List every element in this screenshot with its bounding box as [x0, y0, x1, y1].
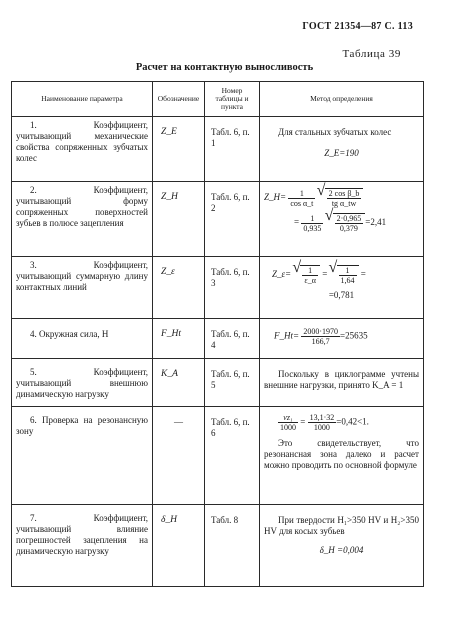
formula-eq: = — [300, 416, 306, 427]
table-reference: Табл. 6, п. 5 — [205, 359, 260, 407]
table-row — [12, 407, 424, 505]
calculation-table — [11, 81, 424, 587]
formula-result: =0,42<1. — [336, 416, 369, 427]
table-reference: Табл. 6, п. 3 — [205, 257, 260, 319]
sqrt-icon: √ $\frac{1}{1,64}$ — [337, 265, 359, 285]
formula-lhs: Z_H= — [264, 192, 287, 203]
formula-fraction: $\frac{13,1\cdot 32}{1000}$ — [309, 413, 335, 432]
formula-lhs: Z_ε= — [272, 269, 292, 280]
table-row — [12, 182, 424, 257]
table-row — [12, 117, 424, 182]
sqrt-icon: √ $\frac{1}{\varepsilon\_\alpha}$ — [300, 265, 320, 285]
table-reference: Табл. 6, п. 6 — [205, 407, 260, 505]
method-cell — [260, 117, 424, 182]
parameter-name: 4. Окружная сила, Н — [12, 319, 153, 359]
column-header-parameter: Наименование параметра — [12, 82, 153, 117]
table-reference: Табл. 6, п. 2 — [205, 182, 260, 257]
formula-result: =25635 — [340, 330, 368, 341]
parameter-name: 3. Коэффициент, учитывающий суммарную длину контактных линий — [12, 257, 153, 319]
method-formula: δ_H =0,004 — [319, 545, 364, 555]
method-text: Для стальных зубчатых колес — [278, 127, 392, 137]
parameter-symbol: K_A — [153, 359, 205, 407]
formula-result: =2,41 — [365, 217, 387, 228]
method-text: При твердости H₁>350 HV и H₂>350 HV для косых зубьев — [264, 515, 419, 536]
formula-fraction: $\frac{1}{\text{cos α\_t}}$ — [290, 188, 314, 208]
formula-fraction: $\frac{1}{0,935}$ — [303, 213, 322, 233]
parameter-name: 6. Проверка на резонансную зону — [12, 407, 153, 505]
sqrt-icon: √ $\frac{\text{2 cos β\_b}}{\text{tg α\_tw}}$ — [325, 188, 364, 208]
formula-eq: = — [360, 269, 366, 280]
method-cell — [260, 182, 424, 257]
parameter-symbol: Z_ε — [153, 257, 205, 319]
formula-eq: = — [294, 217, 300, 228]
method-formula: Z_E=190 — [324, 148, 359, 158]
parameter-symbol: — — [153, 407, 205, 505]
method-cell — [260, 319, 424, 359]
parameter-name: 7. Коэффициент, учитывающий влияние погрешностей зацепления на динамическую нагрузку — [12, 505, 153, 587]
method-text: Поскольку в циклограмме учтены внешние нагрузки, принято K_A = 1 — [260, 359, 424, 407]
parameter-symbol: Z_E — [153, 117, 205, 182]
formula-result: =0,781 — [328, 290, 355, 300]
table-header-row — [12, 82, 424, 117]
parameter-symbol: F_Ht — [153, 319, 205, 359]
table-reference: Табл. 6, п. 1 — [205, 117, 260, 182]
column-header-reference: Номер таблицы и пункта — [205, 82, 260, 117]
table-title: Расчет на контактную выносливость — [135, 62, 314, 73]
table-row — [12, 257, 424, 319]
column-header-symbol: Обозначение — [153, 82, 205, 117]
method-text: Это свидетельствует, что резонансная зона далеко и расчет можно проводить по основной формуле — [264, 438, 419, 470]
page-header: ГОСТ 21354—87 С. 113 — [302, 21, 413, 32]
table-reference: Табл. 6, п. 4 — [205, 319, 260, 359]
table-row — [12, 359, 424, 407]
parameter-name: 2. Коэффициент, учитывающий форму сопряженных поверхностей зубьев в полюсе зацепления — [12, 182, 153, 257]
parameter-name: 5. Коэффициент, учитывающий внешнюю динамическую нагрузку — [12, 359, 153, 407]
formula-eq: = — [322, 269, 328, 280]
parameter-symbol: Z_H — [153, 182, 205, 257]
method-cell — [260, 505, 424, 587]
formula-lhs: F_Ht= — [274, 330, 300, 341]
parameter-name: 1. Коэффициент, учитывающий механические свойства сопряженных зубчатых колес — [12, 117, 153, 182]
column-header-method: Метод определения — [260, 82, 424, 117]
table-reference: Табл. 8 — [205, 505, 260, 587]
method-cell — [260, 257, 424, 319]
sqrt-icon: √ $\frac{2\cdot 0,965}{0,379}$ — [333, 213, 366, 233]
table-number: Таблица 39 — [342, 48, 401, 60]
method-cell — [260, 407, 424, 505]
formula-fraction: $\frac{2000\cdot 1970}{166,7}$ — [303, 327, 338, 346]
table-row — [12, 505, 424, 587]
parameter-symbol: δ_H — [153, 505, 205, 587]
formula-fraction: $\frac{\text{νz₁}}{1000}$ — [280, 413, 296, 432]
table-row — [12, 319, 424, 359]
